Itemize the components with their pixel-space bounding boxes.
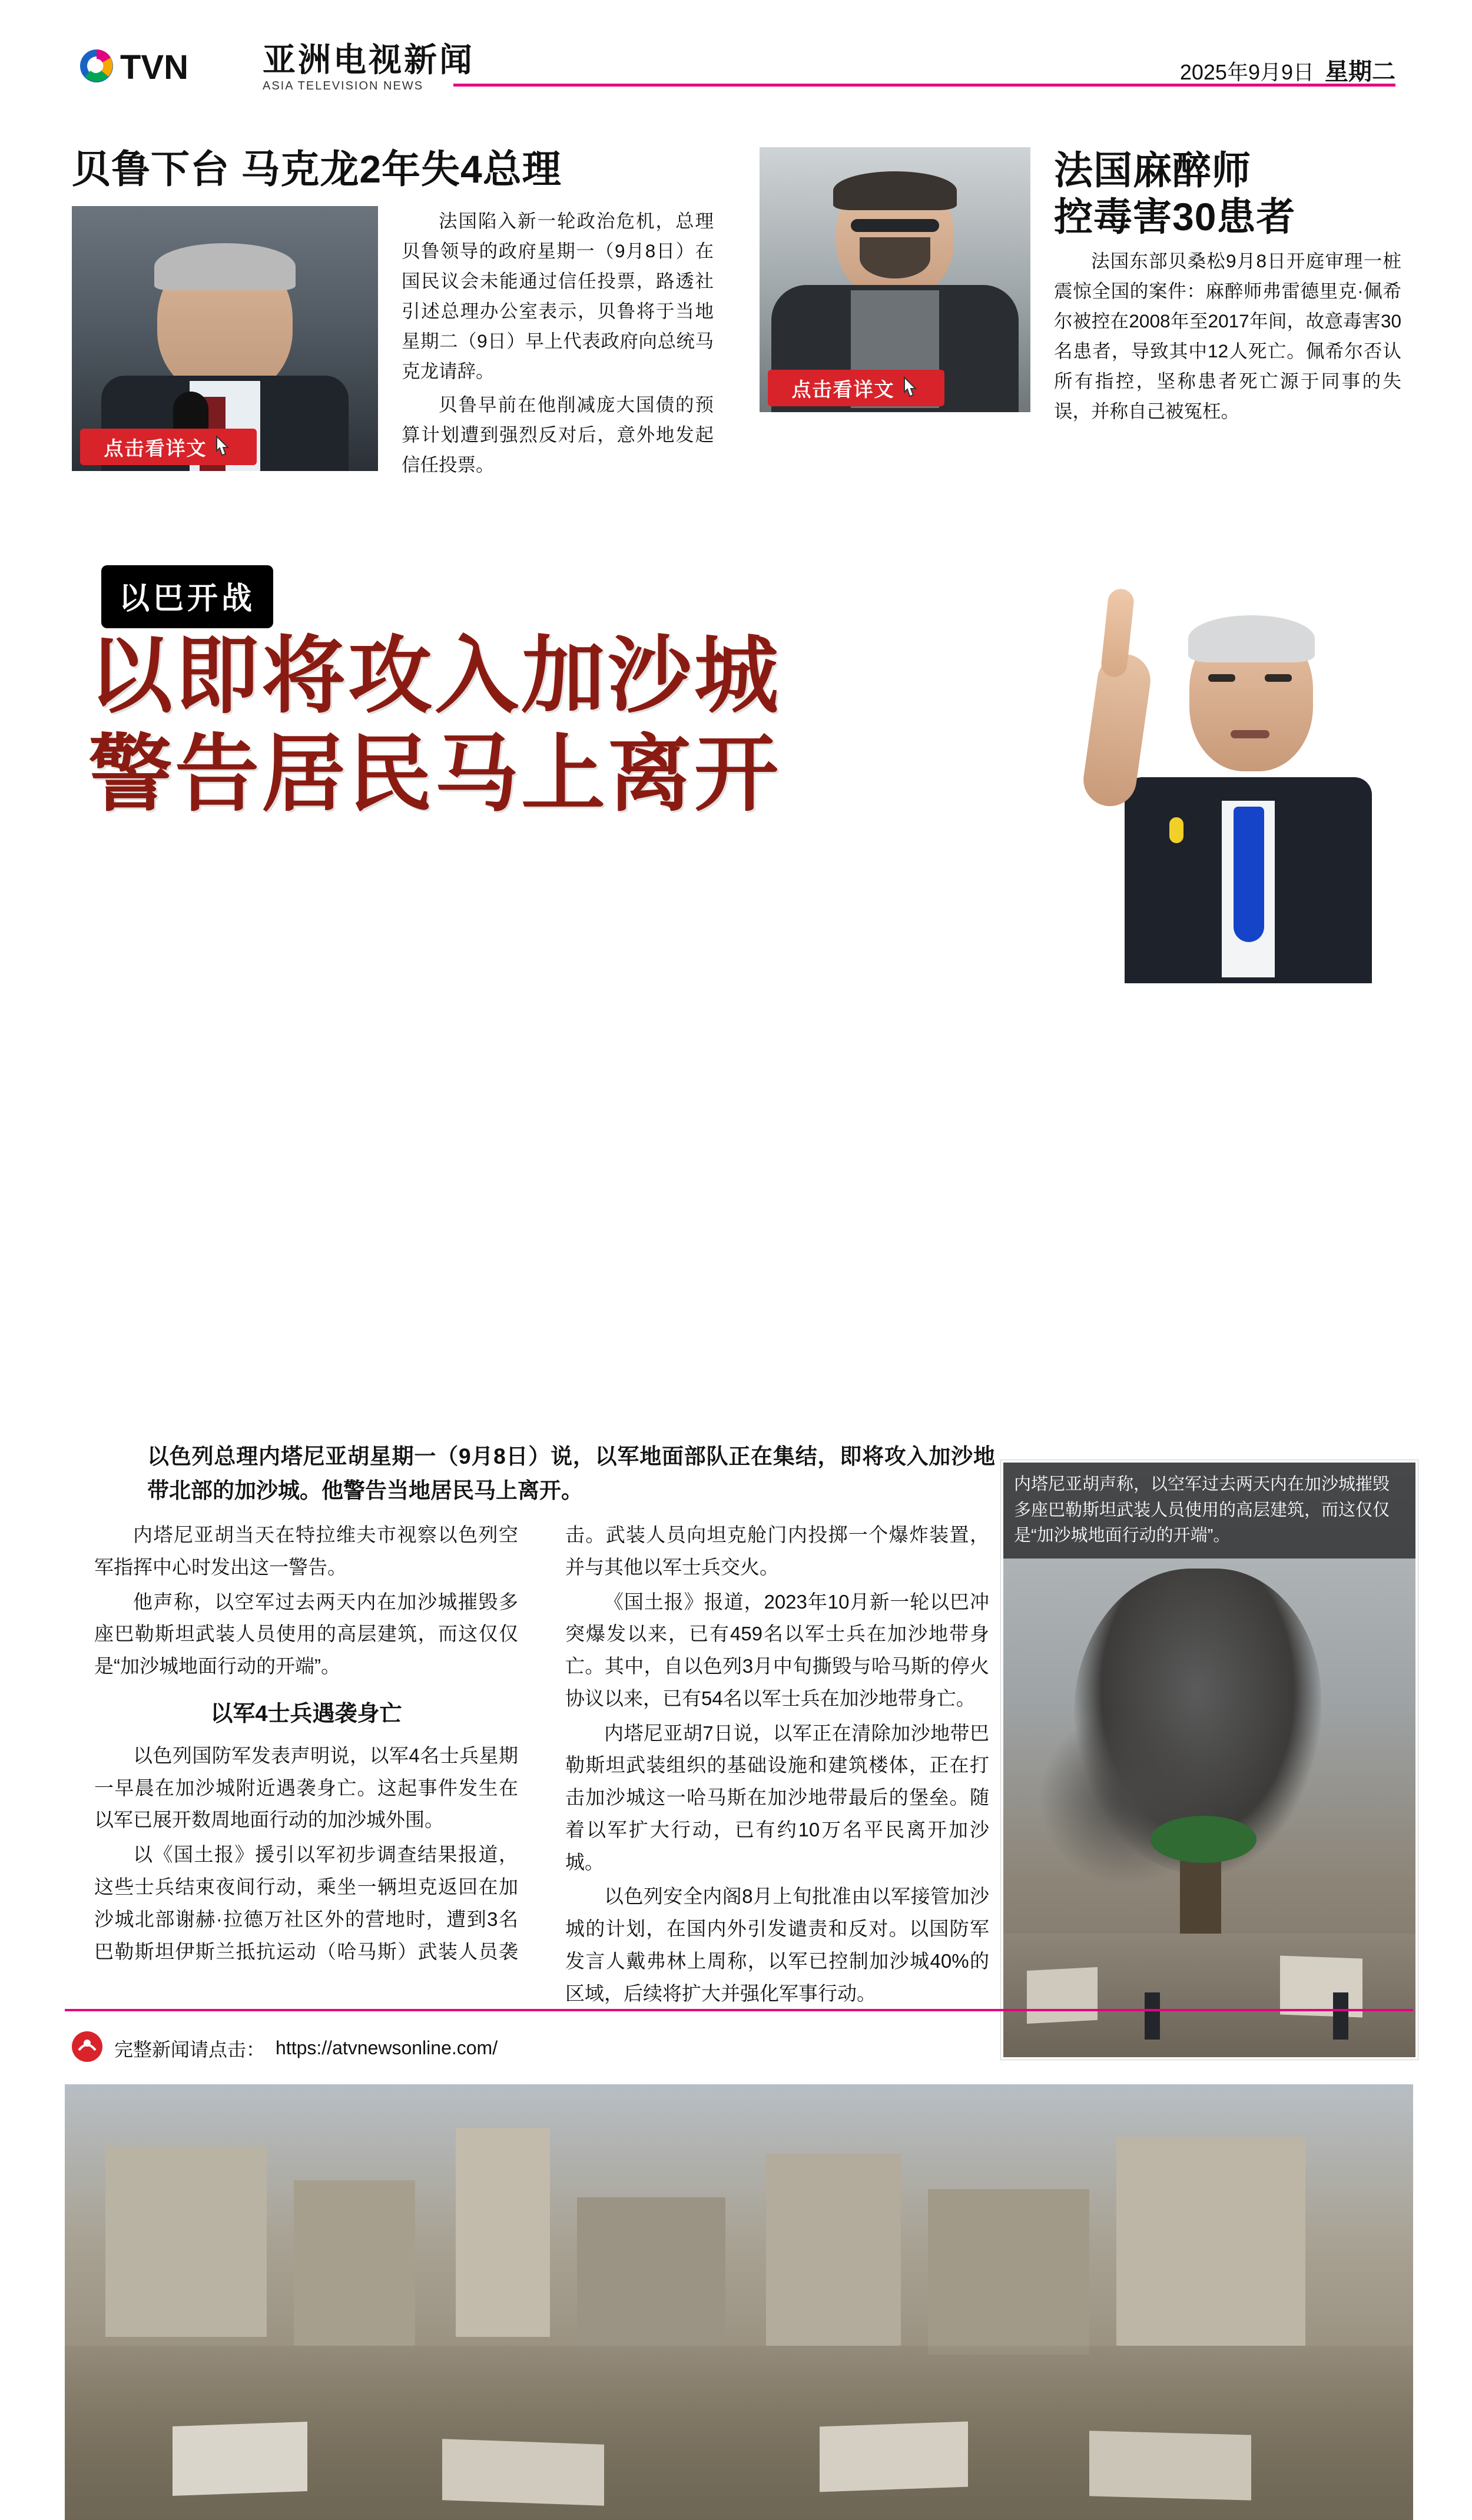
footer-url[interactable]: https://atvnewsonline.com/ bbox=[276, 2037, 498, 2058]
paragraph: 以色列国防军发表声明说，以军4名士兵星期一早晨在加沙城附近遇袭身亡。这起事件发生在以军已展开数周地面行动的加沙城外围。 bbox=[94, 1744, 518, 1831]
page-header bbox=[0, 0, 1472, 124]
read-more-label: 点击看详文 bbox=[791, 378, 895, 400]
feature-headline-line-1: 以即将攻入加沙城 bbox=[88, 629, 781, 723]
headline-line-1: 法国麻醉师 bbox=[1054, 148, 1251, 192]
story-body-left bbox=[402, 206, 714, 483]
feature-photo-city-ruins bbox=[65, 2084, 1413, 2520]
brand-name-en: ASIA TELEVISION NEWS bbox=[263, 79, 424, 92]
read-more-button-left[interactable] bbox=[80, 429, 257, 465]
feature-photo-caption: 内塔尼亚胡声称，以空军过去两天内在加沙城摧毁多座巴勒斯坦武装人员使用的高层建筑，而这仅仅是“加沙城地面行动的开端”。 bbox=[1003, 1463, 1415, 1559]
paragraph: 法国陷入新一轮政治危机，总理贝鲁领导的政府星期一（9月8日）在国民议会未能通过信任投票，路透社引述总理办公室表示，贝鲁将于当地星期二（9日）早上代表政府向总统马克龙请辞。 bbox=[402, 210, 714, 382]
atvn-logo-icon bbox=[77, 42, 247, 93]
header-date bbox=[1180, 53, 1395, 87]
story-photo-bayrou bbox=[72, 206, 378, 471]
weekday-text: 星期二 bbox=[1325, 59, 1395, 85]
paragraph: 他声称，以空军过去两天内在加沙城摧毁多座巴勒斯坦武装人员使用的高层建筑，而这仅仅是“加沙城地面行动的开端”。 bbox=[94, 1590, 518, 1677]
paragraph: 贝鲁早前在他削减庞大国债的预算计划遭到强烈反对后，意外地发起信任投票。 bbox=[402, 394, 714, 476]
svg-text:TVN: TVN bbox=[120, 48, 188, 87]
paragraph: 法国东部贝桑松9月8日开庭审理一桩震惊全国的案件：麻醉师弗雷德里克·佩希尔被控在2008年至2017年间，故意毒害30名患者，导致其中12人死亡。佩希尔否认所有指控，坚称患者死亡源于同事的失误，并称自己被冤枉。 bbox=[1054, 250, 1401, 422]
feature-standfirst: 以色列总理内塔尼亚胡星期一（9月8日）说，以军地面部队正在集结，即将攻入加沙地带北部的加沙城。他警告当地居民马上离开。 bbox=[147, 1444, 995, 1503]
paragraph: 内塔尼亚胡7日说，以军正在清除加沙地带巴勒斯坦武装组织的基础设施和建筑楼体，正在打击加沙城这一哈马斯在加沙地带最后的堡垒。随着以军扩大行动，已有约10万名平民离开加沙城。 bbox=[565, 1722, 989, 1873]
cursor-hand-icon bbox=[901, 376, 921, 400]
feature-headline bbox=[88, 627, 1089, 824]
paragraph: 《国土报》报道，2023年10月新一轮以巴冲突爆发以来，已有459名以军士兵在加沙地带身亡。其中，自以色列3月中旬撕毁与哈马斯的停火协议以来，已有54名以军士兵在加沙地带身亡。 bbox=[565, 1590, 989, 1709]
story-france-pm bbox=[72, 147, 714, 476]
feature-kicker-badge: 以巴开战 bbox=[101, 565, 273, 628]
footer-label: 完整新闻请点击： bbox=[114, 2038, 266, 2060]
date-text: 2025年9月9日 bbox=[1179, 60, 1314, 84]
feature-subheading: 以军4士兵遇袭身亡 bbox=[210, 1701, 402, 1726]
atvn-badge-icon bbox=[71, 2030, 104, 2066]
brand-name-cn: 亚洲电视新闻 bbox=[263, 41, 475, 78]
read-more-label: 点击看详文 bbox=[104, 437, 207, 459]
paragraph: 以《国土报》援引以军初步调查结果报道，这些士兵结束夜间行动，乘坐一辆坦克返回在加沙城北部谢赫·拉德万社区外的营地时，遭到3名巴勒斯坦伊斯兰抵抗运动（哈马斯）武装人员袭击。武装人员向坦克舱门内投掷一个爆炸装置，并与其他以军士兵交火。 bbox=[94, 1524, 989, 1962]
footer-divider bbox=[65, 2009, 1413, 2011]
feature-photo-gaza-strike bbox=[1001, 1460, 1418, 2060]
feature-photo-netanyahu bbox=[1054, 553, 1419, 983]
paragraph: 内塔尼亚胡当天在特拉维夫市视察以色列空军指挥中心时发出这一警告。 bbox=[94, 1524, 518, 1578]
story-headline: 贝鲁下台 马克龙2年失4总理 bbox=[72, 147, 562, 191]
read-more-button-right[interactable] bbox=[768, 370, 944, 406]
story-body-right bbox=[1054, 246, 1401, 426]
brand-logo[interactable] bbox=[77, 42, 475, 93]
cursor-hand-icon bbox=[213, 435, 233, 459]
paragraph: 以色列安全内阁8月上旬批准由以军接管加沙城的计划，在国内外引发谴责和反对。以国防军发言人戴弗林上周称，以军已控制加沙城40%的区域，后续将扩大并强化军事行动。 bbox=[565, 1885, 989, 2004]
story-photo-pechier bbox=[760, 147, 1030, 412]
feature-body-columns bbox=[94, 1519, 989, 2010]
page-footer bbox=[0, 2005, 1472, 2082]
feature-headline-line-2: 警告居民马上离开 bbox=[88, 728, 781, 822]
headline-line-2: 控毒害30患者 bbox=[1054, 195, 1296, 239]
story-headline-right bbox=[1054, 147, 1401, 240]
